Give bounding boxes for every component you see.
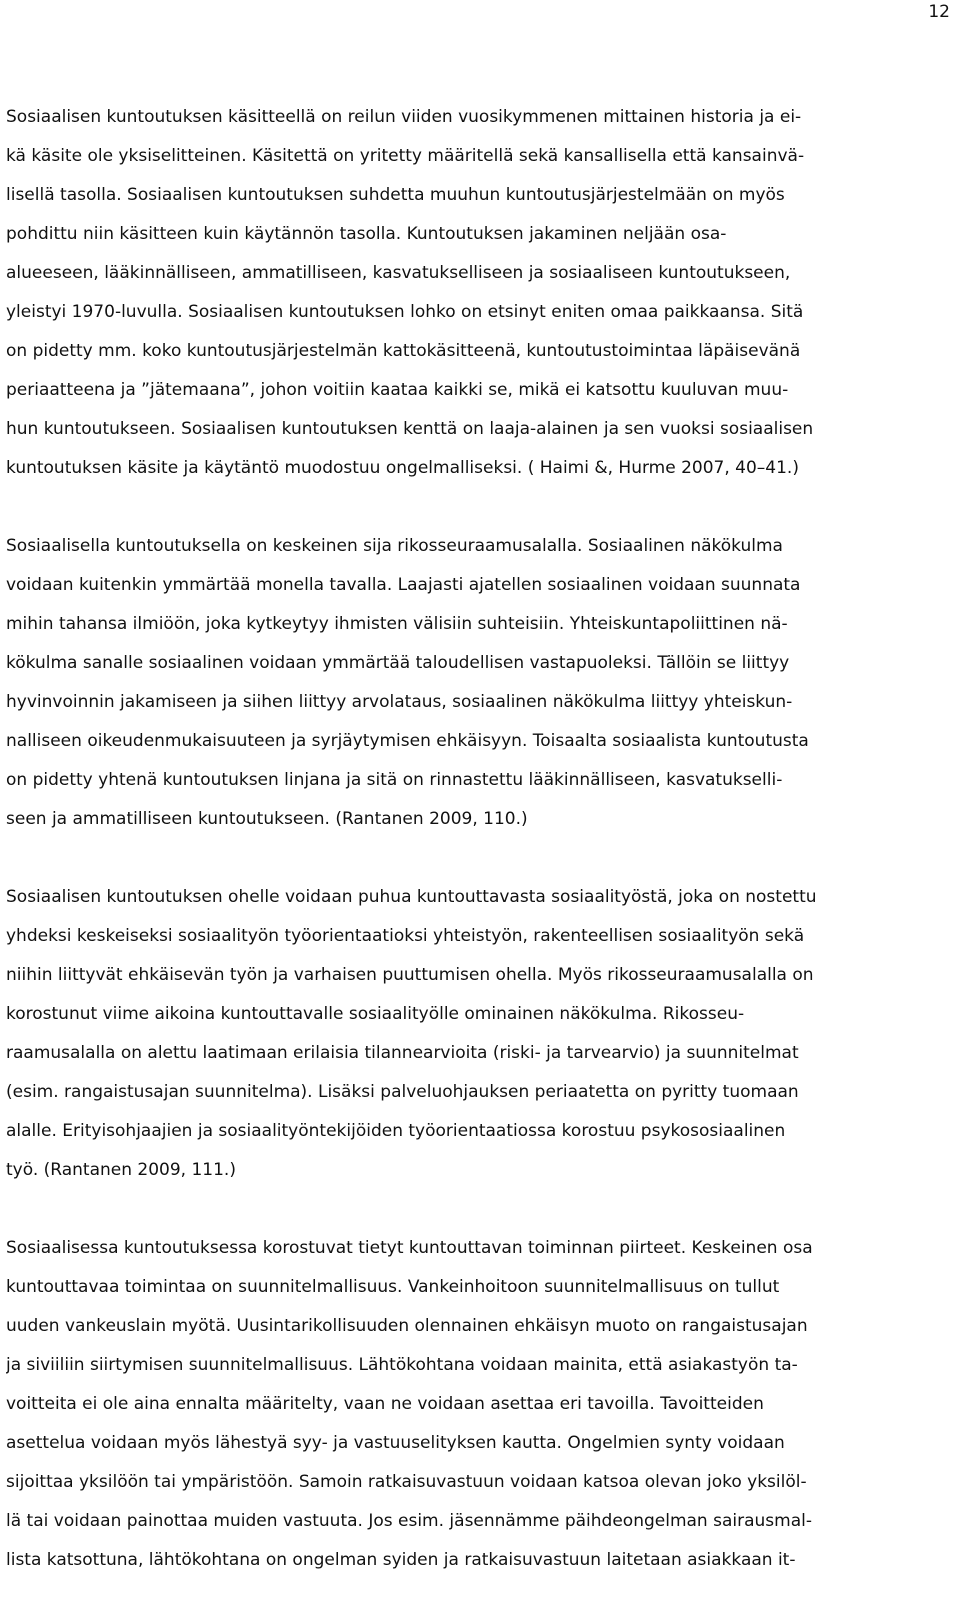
text-line: hun kuntoutukseen. Sosiaalisen kuntoutuksen kenttä on laaja-alainen ja sen vuoksi sosiaalisen [6, 419, 814, 439]
text-line: kä käsite ole yksiselitteinen. Käsitettä on yritetty määritellä sekä kansallisella että kansainvä- [6, 146, 805, 166]
text-line: kuntoutuksen käsite ja käytäntö muodostuu ongelmalliseksi. ( Haimi &, Hurme 2007, 40–41.) [6, 458, 799, 478]
text-line: lisellä tasolla. Sosiaalisen kuntoutuksen suhdetta muuhun kuntoutusjärjestelmään on myös [6, 185, 785, 205]
text-line: niihin liittyvät ehkäisevän työn ja varhaisen puuttumisen ohella. Myös rikosseuraamusalalla on [6, 965, 814, 985]
text-line: voidaan kuitenkin ymmärtää monella tavalla. Laajasti ajatellen sosiaalinen voidaan suunnata [6, 575, 801, 595]
text-line: Sosiaalisessa kuntoutuksessa korostuvat tietyt kuntouttavan toiminnan piirteet. Keskeinen osa [6, 1238, 813, 1258]
text-line: mihin tahansa ilmiöön, joka kytkeytyy ihmisten välisiin suhteisiin. Yhteiskuntapoliittinen nä- [6, 614, 788, 634]
text-line: Sosiaalisen kuntoutuksen käsitteellä on reilun viiden vuosikymmenen mittainen historia ja ei- [6, 107, 802, 127]
page-number: 12 [928, 2, 950, 22]
text-line: voitteita ei ole aina ennalta määritelty, vaan ne voidaan asettaa eri tavoilla. Tavoitteiden [6, 1394, 764, 1414]
text-line: lista katsottuna, lähtökohtana on ongelman syiden ja ratkaisuvastuun laitetaan asiakkaan it- [6, 1550, 796, 1570]
text-line: kuntouttavaa toimintaa on suunnitelmallisuus. Vankeinhoitoon suunnitelmallisuus on tullut [6, 1277, 780, 1297]
text-line: alalle. Erityisohjaajien ja sosiaalityöntekijöiden työorientaatiossa korostuu psykososiaalinen [6, 1121, 786, 1141]
text-line: Sosiaalisen kuntoutuksen ohelle voidaan puhua kuntouttavasta sosiaalityöstä, joka on nostettu [6, 887, 817, 907]
text-line: seen ja ammatilliseen kuntoutukseen. (Rantanen 2009, 110.) [6, 809, 528, 829]
text-line: Sosiaalisella kuntoutuksella on keskeinen sija rikosseuraamusalalla. Sosiaalinen näkökulma [6, 536, 783, 556]
text-line: pohdittu niin käsitteen kuin käytännön tasolla. Kuntoutuksen jakaminen neljään osa- [6, 224, 727, 244]
paragraph-2 [6, 527, 950, 839]
text-line: sijoittaa yksilöön tai ympäristöön. Samoin ratkaisuvastuun voidaan katsoa olevan joko yksilöl- [6, 1472, 807, 1492]
text-line: yhdeksi keskeiseksi sosiaalityön työorientaatioksi yhteistyön, rakenteellisen sosiaalityön sekä [6, 926, 805, 946]
text-line: nalliseen oikeudenmukaisuuteen ja syrjäytymisen ehkäisyyn. Toisaalta sosiaalista kuntoutusta [6, 731, 809, 751]
paragraph-4 [6, 1229, 950, 1580]
text-line: hyvinvoinnin jakamiseen ja siihen liittyy arvolataus, sosiaalinen näkökulma liittyy yhteiskun- [6, 692, 793, 712]
document-body [6, 98, 950, 1619]
text-line: alueeseen, lääkinnälliseen, ammatilliseen, kasvatukselliseen ja sosiaaliseen kuntoutukseen, [6, 263, 791, 283]
text-line: on pidetty yhtenä kuntoutuksen linjana ja sitä on rinnastettu lääkinnälliseen, kasvatukselli- [6, 770, 783, 790]
paragraph-1 [6, 98, 950, 488]
text-line: raamusalalla on alettu laatimaan erilaisia tilannearvioita (riski- ja tarvearvio) ja suunnitelmat [6, 1043, 799, 1063]
text-line: lä tai voidaan painottaa muiden vastuuta. Jos esim. jäsennämme päihdeongelman sairausmal- [6, 1511, 812, 1531]
text-line: uuden vankeuslain myötä. Uusintarikollisuuden olennainen ehkäisyn muoto on rangaistusajan [6, 1316, 808, 1336]
text-line: (esim. rangaistusajan suunnitelma). Lisäksi palveluohjauksen periaatetta on pyritty tuomaan [6, 1082, 799, 1102]
text-line: kökulma sanalle sosiaalinen voidaan ymmärtää taloudellisen vastapuoleksi. Tällöin se liittyy [6, 653, 790, 673]
text-line: korostunut viime aikoina kuntouttavalle sosiaalityölle ominainen näkökulma. Rikosseu- [6, 1004, 745, 1024]
paragraph-3 [6, 878, 950, 1190]
text-line: on pidetty mm. koko kuntoutusjärjestelmän kattokäsitteenä, kuntoutustoimintaa läpäisevänä [6, 341, 801, 361]
text-line: yleistyi 1970-luvulla. Sosiaalisen kuntoutuksen lohko on etsinyt eniten omaa paikkaansa. Sitä [6, 302, 804, 322]
text-line: asettelua voidaan myös lähestyä syy- ja vastuuselityksen kautta. Ongelmien synty voidaan [6, 1433, 785, 1453]
text-line: työ. (Rantanen 2009, 111.) [6, 1160, 236, 1180]
text-line: ja siviiliin siirtymisen suunnitelmallisuus. Lähtökohtana voidaan mainita, että asiakastyön ta- [6, 1355, 798, 1375]
text-line: periaatteena ja ”jätemaana”, johon voitiin kaataa kaikki se, mikä ei katsottu kuuluvan muu- [6, 380, 789, 400]
